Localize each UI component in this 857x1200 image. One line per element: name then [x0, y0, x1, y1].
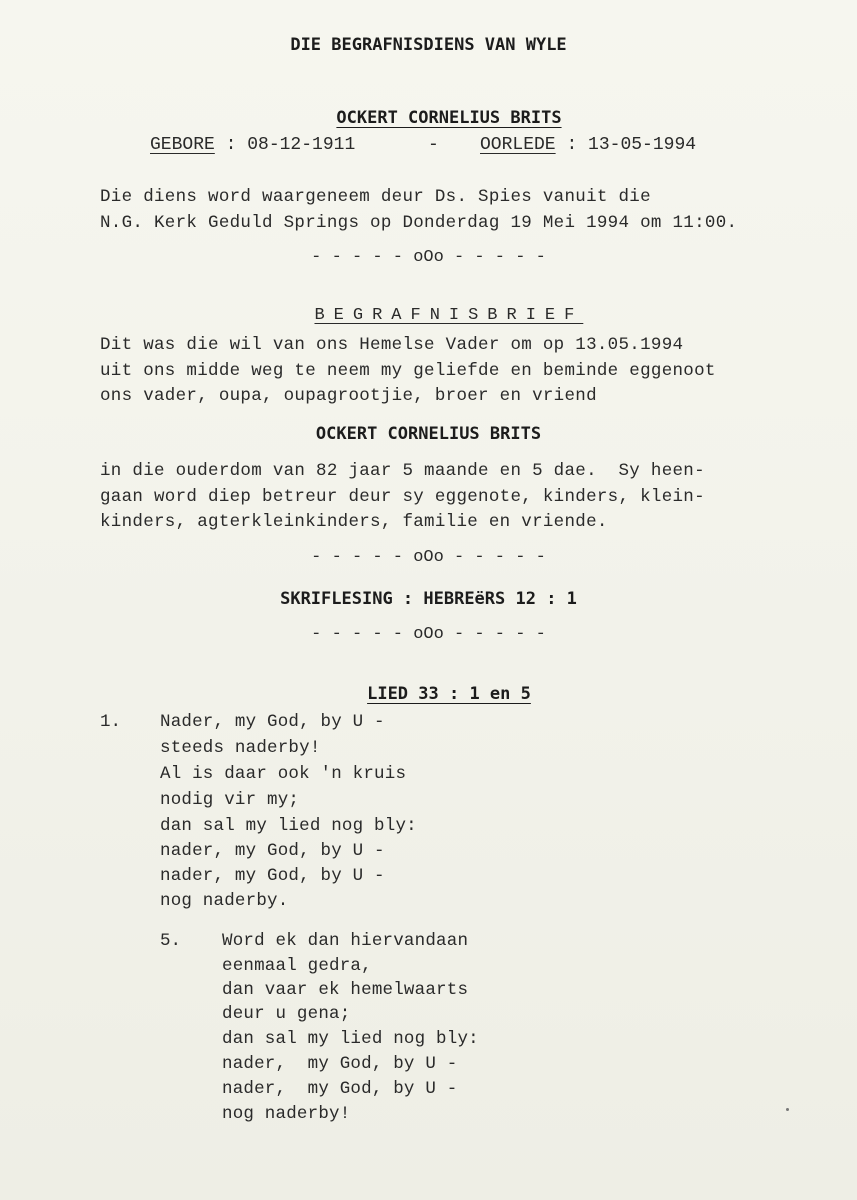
verse-line: steeds naderby! — [160, 738, 321, 758]
verse-line: nader, my God, by U - — [222, 1054, 458, 1074]
died-value: : 13-05-1994 — [566, 135, 697, 155]
song-title: LIED 33 : 1 en 5 — [367, 684, 531, 704]
born-label: GEBORE — [150, 135, 215, 155]
date-dash: - — [428, 135, 439, 155]
verse-line: dan sal my lied nog bly: — [160, 816, 417, 836]
born-value: : 08-12-1911 — [225, 135, 356, 155]
verse-number: 5. — [160, 931, 182, 951]
verse-line: deur u gena; — [222, 1004, 351, 1024]
verse-line: eenmaal gedra, — [222, 956, 372, 976]
letter-heading-text: BEGRAFNISBRIEF — [314, 306, 584, 325]
letter-closing-line-3: kinders, agterkleinkinders, familie en vriende. — [100, 512, 608, 532]
verse-line: dan vaar ek hemelwaarts — [222, 980, 469, 1000]
born-line — [150, 134, 355, 156]
letter-closing-line-2: gaan word diep betreur deur sy eggenote, kinders, klein- — [100, 487, 705, 507]
paper-speck — [786, 1108, 789, 1111]
verse-line: Word ek dan hiervandaan — [222, 931, 469, 951]
verse-line: nog naderby. — [160, 891, 289, 911]
letter-intro-line-1: Dit was die wil van ons Hemelse Vader om op 13.05.1994 — [100, 335, 684, 355]
separator: - - - - - oOo - - - - - — [311, 548, 546, 567]
verse-line: nader, my God, by U - — [160, 866, 385, 886]
letter-intro-line-2: uit ons midde weg te neem my geliefde en beminde eggenoot — [100, 361, 716, 381]
died-line — [480, 134, 696, 156]
document-title: DIE BEGRAFNISDIENS VAN WYLE — [290, 35, 567, 55]
song-title-line — [0, 661, 857, 727]
verse-line: Nader, my God, by U - — [160, 712, 385, 732]
verse-line: nader, my God, by U - — [222, 1079, 458, 1099]
letter-closing-line-1: in die ouderdom van 82 jaar 5 maande en 5 dae. Sy heen- — [100, 461, 705, 481]
verse-line: nader, my God, by U - — [160, 841, 385, 861]
separator: - - - - - oOo - - - - - — [311, 248, 546, 267]
service-line-2: N.G. Kerk Geduld Springs op Donderdag 19 Mei 1994 om 11:00. — [100, 213, 738, 233]
verse-number: 1. — [100, 712, 122, 732]
service-line-1: Die diens word waargeneem deur Ds. Spies vanuit die — [100, 187, 651, 207]
deceased-name: OCKERT CORNELIUS BRITS — [336, 108, 562, 128]
separator: - - - - - oOo - - - - - — [311, 625, 546, 644]
letter-name: OCKERT CORNELIUS BRITS — [315, 424, 542, 444]
verse-line: dan sal my lied nog bly: — [222, 1029, 479, 1049]
died-label: OORLEDE — [480, 135, 556, 155]
verse-line: nodig vir my; — [160, 790, 300, 810]
scripture-reading: SKRIFLESING : HEBREëRS 12 : 1 — [280, 589, 577, 609]
verse-line: nog naderby! — [222, 1104, 351, 1124]
letter-intro-line-3: ons vader, oupa, oupagrootjie, broer en vriend — [100, 386, 597, 406]
verse-line: Al is daar ook 'n kruis — [160, 764, 407, 784]
